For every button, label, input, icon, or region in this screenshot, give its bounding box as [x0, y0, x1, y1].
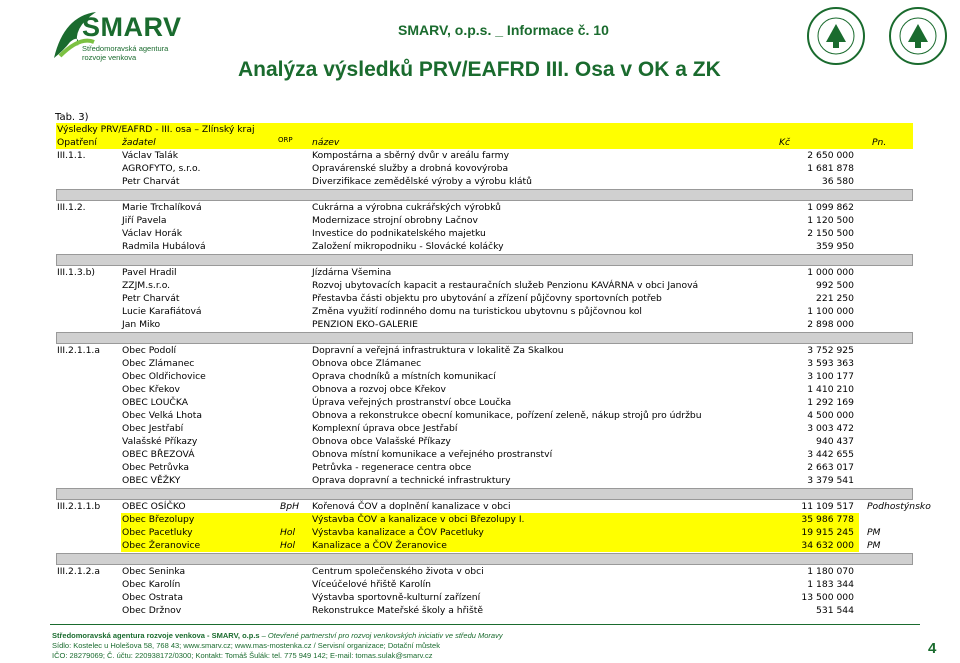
row-project: Přestavba části objektu pro ubytování a zřízení půjčovny sportovních potřeb	[312, 293, 662, 304]
row-amount: 1 292 169	[807, 397, 854, 408]
row-applicant: Petr Charvát	[122, 293, 180, 304]
row-orp: BpH	[280, 501, 300, 512]
row-project: Úprava veřejných prostranství obce Loučka	[312, 397, 512, 408]
row-amount: 359 950	[816, 241, 854, 252]
table-row	[56, 474, 913, 487]
row-applicant: Valašské Příkazy	[122, 436, 198, 447]
row-amount: 36 580	[821, 176, 854, 187]
row-project: Kořenová ČOV a doplnění kanalizace v obci	[312, 501, 511, 512]
row-amount: 3 593 363	[807, 358, 854, 369]
row-amount: 221 250	[816, 293, 854, 304]
row-code: III.2.1.2.a	[57, 566, 100, 577]
row-amount: 2 650 000	[807, 150, 854, 161]
row-applicant: Obec Pacetluky	[122, 527, 193, 538]
table-row	[56, 500, 931, 513]
logo-wordmark: SMARV	[82, 12, 182, 42]
table-row	[56, 435, 913, 448]
footer-divider	[50, 624, 920, 625]
row-applicant: Obec Křekov	[122, 384, 180, 395]
row-code: III.1.2.	[57, 202, 86, 213]
table-row	[56, 448, 913, 461]
row-applicant: Jiří Pavela	[122, 215, 167, 226]
row-applicant: OBEC BŘEZOVÁ	[122, 449, 195, 460]
row-amount: 4 500 000	[807, 410, 854, 421]
row-amount: 1 180 070	[807, 566, 854, 577]
row-project: Rekonstrukce Mateřské školy a hřiště	[312, 605, 483, 616]
row-amount: 992 500	[816, 280, 854, 291]
table-row	[56, 292, 913, 305]
table-row	[56, 357, 913, 370]
row-project: Obnova a rozvoj obce Křekov	[312, 384, 446, 395]
table-row	[56, 201, 913, 214]
row-amount: 531 544	[816, 605, 854, 616]
row-project: Cukrárna a výrobna cukrářských výrobků	[312, 202, 501, 213]
row-project: Petrůvka - regenerace centra obce	[312, 462, 472, 473]
table-row	[56, 214, 913, 227]
group-separator	[56, 254, 913, 266]
logo-subtitle	[82, 44, 168, 62]
row-amount: 2 663 017	[807, 462, 854, 473]
row-project: Víceúčelové hřiště Karolín	[312, 579, 431, 590]
col-pn: Pn.	[872, 137, 887, 148]
row-project: Výstavba ČOV a kanalizace v obci Březolupy I.	[312, 514, 525, 525]
header-title: SMARV, o.p.s. _ Informace č. 10	[398, 22, 609, 38]
row-project: Komplexní úprava obce Jestřabí	[312, 423, 458, 434]
group-separator	[56, 488, 913, 500]
row-project: Rozvoj ubytovacích kapacit a restauračních služeb Penzionu KAVÁRNA v obci Janová	[312, 280, 699, 291]
row-project: Výstavba kanalizace a ČOV Pacetluky	[312, 527, 484, 538]
col-nazev: název	[312, 137, 340, 148]
table-header-row	[56, 136, 913, 149]
table-row	[56, 591, 913, 604]
table-row	[56, 565, 913, 578]
table-row	[56, 279, 913, 292]
table-row	[121, 539, 881, 552]
row-applicant: Obec Oldřichovice	[122, 371, 206, 382]
row-pn: Podhostýnsko	[867, 501, 931, 512]
table-row	[56, 409, 913, 422]
row-applicant: ZZJM.s.r.o.	[122, 280, 171, 291]
row-pn: PM	[867, 527, 881, 538]
row-amount: 1 183 344	[807, 579, 854, 590]
row-project: Kanalizace a ČOV Žeranovice	[312, 540, 447, 551]
row-project: Obnova obce Zlámanec	[312, 358, 422, 369]
row-project: Investice do podnikatelského majetku	[312, 228, 486, 239]
row-amount: 34 632 000	[801, 540, 854, 551]
row-code: III.2.1.1.b	[57, 501, 101, 512]
row-applicant: Lucie Karafiátová	[122, 306, 202, 317]
row-amount: 1 000 000	[807, 267, 854, 278]
row-amount: 1 410 210	[807, 384, 854, 395]
row-applicant: Václav Talák	[122, 150, 179, 161]
row-amount: 3 752 925	[807, 345, 854, 356]
row-applicant: Obec Březolupy	[122, 514, 195, 525]
row-code: III.1.1.	[57, 150, 86, 161]
row-amount: 2 150 500	[807, 228, 854, 239]
row-project: Dopravní a veřejná infrastruktura v lokalitě Za Skalkou	[312, 345, 564, 356]
table-title-row	[56, 123, 913, 136]
row-project: Obnova místní komunikace a veřejného prostranství	[312, 449, 553, 460]
row-amount: 3 003 472	[807, 423, 854, 434]
row-amount: 13 500 000	[801, 592, 854, 603]
seal-olomoucky-kraj-icon	[888, 6, 948, 66]
row-applicant: Obec Velká Lhota	[122, 410, 202, 421]
row-applicant: Václav Horák	[122, 228, 183, 239]
row-project: Obnova a rekonstrukce obecní komunikace, pořízení zeleně, nákup strojů pro údržbu	[312, 410, 702, 421]
table-row	[56, 318, 913, 331]
row-project: PENZION EKO-GALERIE	[312, 319, 418, 330]
table-row	[56, 396, 913, 409]
row-applicant: Obec Ostrata	[122, 592, 183, 603]
row-project: Diverzifikace zemědělské výroby a výrobu klátů	[312, 176, 532, 187]
table-row	[121, 526, 881, 539]
row-applicant: Obec Žeranovice	[122, 540, 201, 551]
table-row	[56, 149, 913, 162]
footer-line-2: Sídlo: Kostelec u Holešova 58, 768 43; www.smarv.cz; www.mas-mostenka.cz / Servisní organizace; Dotační můstek	[52, 641, 440, 650]
table-title: Výsledky PRV/EAFRD - III. osa – Zlínský kraj	[57, 124, 255, 135]
table-row	[56, 461, 913, 474]
row-applicant: OBEC LOUČKA	[122, 397, 188, 408]
row-orp: Hol	[280, 540, 296, 551]
row-applicant: Obec Zlámanec	[122, 358, 195, 369]
group-separator	[56, 189, 913, 201]
row-project: Oprava chodníků a místních komunikací	[312, 371, 496, 382]
row-project: Centrum společenského života v obci	[312, 566, 484, 577]
row-project: Obnova obce Valašské Příkazy	[312, 436, 451, 447]
table-row	[56, 162, 913, 175]
row-applicant: Obec Držnov	[122, 605, 182, 616]
row-amount: 19 915 245	[801, 527, 854, 538]
table-row	[56, 266, 913, 279]
row-code: III.1.3.b)	[57, 267, 95, 278]
row-amount: 1 099 862	[807, 202, 854, 213]
row-applicant: Jan Miko	[122, 319, 161, 330]
row-applicant: Obec Seninka	[122, 566, 186, 577]
row-applicant: Obec Petrůvka	[122, 462, 189, 473]
table-row	[121, 513, 859, 526]
row-project: Kompostárna a sběrný dvůr v areálu farmy	[312, 150, 510, 161]
col-opatreni: Opatření	[57, 137, 97, 148]
logo-sub-line1: Středomoravská agentura	[82, 44, 169, 53]
page-title: Analýza výsledků PRV/EAFRD III. Osa v OK a ZK	[238, 58, 721, 81]
table-row	[56, 604, 913, 617]
row-project: Založení mikropodniku - Slovácké koláčky	[312, 241, 504, 252]
row-applicant: Pavel Hradil	[122, 267, 177, 278]
row-project: Výstavba sportovně-kulturní zařízení	[312, 592, 481, 603]
table-row	[56, 344, 913, 357]
table-row	[56, 175, 913, 188]
table-row	[56, 383, 913, 396]
footer-line-1	[52, 631, 503, 640]
row-applicant: Marie Trchalíková	[122, 202, 202, 213]
footer-org: Středomoravská agentura rozvoje venkova - SMARV, o.p.s	[52, 631, 260, 640]
footer-line-3: IČO: 28279069; Č. účtu: 220938172/0300; Kontakt: Tomáš Šulák: tel. 775 949 142; E-mail: tomas.sulak@smarv.cz	[52, 651, 433, 660]
row-applicant: Petr Charvát	[122, 176, 180, 187]
row-amount: 940 437	[816, 436, 854, 447]
row-applicant: Obec Podolí	[122, 345, 177, 356]
row-code: III.2.1.1.a	[57, 345, 100, 356]
row-project: Změna využití rodinného domu na turistickou ubytovnu s půjčovnou kol	[312, 306, 642, 317]
table-row	[56, 422, 913, 435]
row-project: Modernizace strojní obrobny Lačnov	[312, 215, 478, 226]
row-amount: 1 681 878	[807, 163, 854, 174]
page-number: 4	[928, 640, 937, 657]
row-orp: Hol	[280, 527, 296, 538]
row-amount: 3 442 655	[807, 449, 854, 460]
group-separator	[56, 332, 913, 344]
table-row	[56, 578, 913, 591]
row-amount: 3 379 541	[807, 475, 854, 486]
row-applicant: Obec Jestřabí	[122, 423, 184, 434]
row-applicant: Obec Karolín	[122, 579, 181, 590]
row-amount: 11 109 517	[801, 501, 854, 512]
row-amount: 35 986 778	[801, 514, 854, 525]
row-pn: PM	[867, 540, 881, 551]
col-orp: ORP	[278, 136, 293, 144]
logo-sub-line2: rozvoje venkova	[82, 53, 137, 62]
footer-motto: – Otevřené partnerství pro rozvoj venkovských iniciativ ve středu Moravy	[259, 631, 503, 640]
seal-zlinsky-kraj-icon	[806, 6, 866, 66]
col-zadatel: žadatel	[122, 137, 156, 148]
row-amount: 2 898 000	[807, 319, 854, 330]
group-separator	[56, 553, 913, 565]
table-label: Tab. 3)	[55, 112, 89, 123]
row-amount: 1 100 000	[807, 306, 854, 317]
table-row	[56, 240, 913, 253]
row-amount: 3 100 177	[807, 371, 854, 382]
row-amount: 1 120 500	[807, 215, 854, 226]
table-row	[56, 305, 913, 318]
row-project: Opravárenské služby a drobná kovovýroba	[312, 163, 509, 174]
row-applicant: OBEC OSÍČKO	[122, 501, 186, 512]
row-project: Jízdárna Všemina	[312, 267, 392, 278]
table-row	[56, 227, 913, 240]
table-row	[56, 370, 913, 383]
row-project: Oprava dopravní a technické infrastruktury	[312, 475, 511, 486]
row-applicant: Radmila Hubálová	[122, 241, 206, 252]
row-applicant: AGROFYTO, s.r.o.	[122, 163, 201, 174]
col-kc: Kč	[779, 137, 791, 148]
row-applicant: OBEC VĚŽKY	[122, 475, 181, 486]
